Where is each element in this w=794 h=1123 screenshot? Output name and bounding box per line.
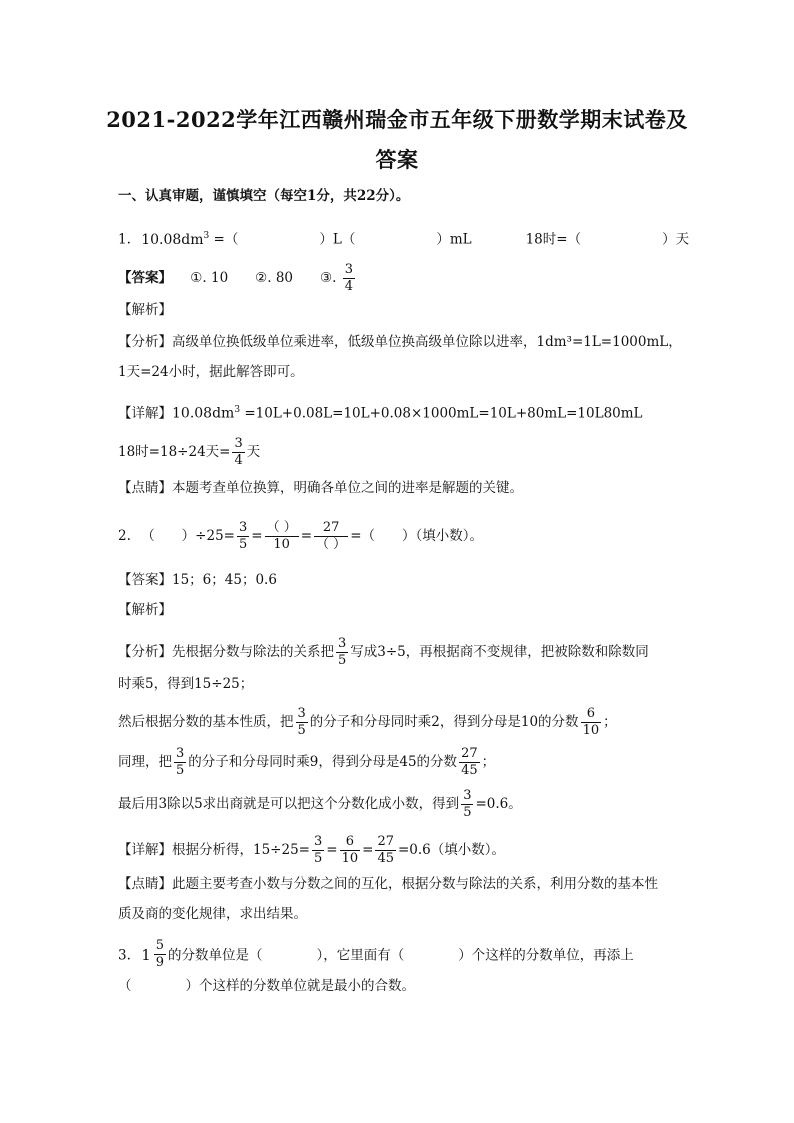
document-title-line2: 答案 <box>375 147 419 172</box>
q2-fraction-2: $\frac{( )}{10}$ <box>266 520 297 552</box>
question-number: 3. <box>118 947 131 964</box>
detail-value: 10.08dm <box>172 405 235 422</box>
q2-analysis-2: 时乘5，得到15÷25； <box>118 676 254 692</box>
fraction: $\frac{27}{45}$ <box>461 746 478 778</box>
mixed-number: 1 $\frac{5}{9}$ <box>141 938 165 970</box>
equals-sign: = <box>300 528 313 544</box>
document-title-line1: 2021-2022学年江西赣州瑞金市五年级下册数学期末试卷及 <box>106 107 688 132</box>
fraction: $\frac{27}{45}$ <box>377 834 394 866</box>
fraction: $\frac{3}{5}$ <box>338 636 347 668</box>
q1-jiexi: 【解析】 <box>118 302 172 318</box>
q2-analysis-5: 最后用3除以5求出商就是可以把这个分数化成小数，得到 $\frac{3}{5}$ =0.6。 <box>118 788 522 820</box>
q2-dianjing-2: 质及商的变化规律，求出结果。 <box>118 906 307 922</box>
detail-2-fraction: $\frac{3}{4}$ <box>234 436 243 468</box>
equals-sign: = <box>251 528 263 544</box>
fraction: $\frac{3}{5}$ <box>176 746 185 778</box>
section-heading: 一、认真审题，谨慎填空（每空1分，共22分）。 <box>118 188 410 204</box>
q2-fraction-3: $\frac{27}{( )}$ <box>316 520 347 552</box>
question-number: 2. <box>118 528 131 544</box>
q2-analysis-4: 同理，把 $\frac{3}{5}$ 的分子和分母同时乘9，得到分母是45的分数 $\frac{27}{45}$ ； <box>118 746 496 778</box>
question-1 <box>118 226 689 250</box>
q1-detail <box>118 400 643 424</box>
answer-text: ①. 10 ②. 80 ③. <box>190 270 337 286</box>
detail-exponent: 3 <box>234 405 241 415</box>
q2-dianjing-1: 【点睛】此题主要考查小数与分数之间的互化，根据分数与除法的关系，利用分数的基本性 <box>118 876 658 892</box>
q1-answer <box>118 262 357 295</box>
answer-fraction: $\frac{3}{4}$ <box>344 262 353 294</box>
expression-exponent: 3 <box>203 231 210 241</box>
detail-label: 【详解】 <box>118 405 172 422</box>
q2-prefix: （ ）÷25= <box>141 528 235 544</box>
q3-text-2: （ ）个这样的分数单位就是最小的合数。 <box>118 978 415 994</box>
fraction: $\frac{3}{5}$ <box>463 788 472 820</box>
q1-analysis-1: 【分析】高级单位换低级单位乘进率，低级单位换高级单位除以进率，1dm³=1L=1000mL， <box>118 334 682 350</box>
q2-answer: 【答案】15；6；45；0.6 <box>118 572 277 588</box>
q2-fraction-1: $\frac{3}{5}$ <box>239 520 248 552</box>
q2-jiexi: 【解析】 <box>118 602 172 618</box>
detail-calculation: =10L+0.08L=10L+0.08×1000mL=10L+80mL=10L80mL <box>240 405 643 422</box>
detail-2-unit: 天 <box>246 444 261 460</box>
expression-blanks: =（ ）L（ ）mL 18时=（ ）天 <box>209 231 690 248</box>
q2-detail: 【详解】根据分析得，15÷25= $\frac{3}{5}$ = $\frac{6}{10}$ = $\frac{27}{45}$ =0.6（填小数）。 <box>118 834 506 866</box>
question-3 <box>118 938 634 971</box>
expression-value: 10.08dm <box>141 231 204 248</box>
q2-analysis-1: 【分析】先根据分数与除法的关系把 $\frac{3}{5}$ 写成3÷5，再根据商不变规律，把被除数和除数同 <box>118 636 649 668</box>
detail-2-text: 18时=18÷24天= <box>118 444 231 460</box>
q1-detail-2 <box>118 436 260 469</box>
answer-label: 【答案】 <box>118 270 172 286</box>
fraction: $\frac{6}{10}$ <box>341 834 359 866</box>
fraction: $\frac{3}{5}$ <box>313 834 323 866</box>
q2-suffix: =（ ）（填小数）。 <box>350 528 483 544</box>
q1-dianjing: 【点睛】本题考查单位换算，明确各单位之间的进率是解题的关键。 <box>118 480 523 496</box>
question-2 <box>118 520 483 553</box>
question-number: 1. <box>118 231 131 248</box>
q2-analysis-3: 然后根据分数的基本性质，把 $\frac{3}{5}$ 的分子和分母同时乘2，得到分母是10的分数 $\frac{6}{10}$ ； <box>118 706 617 738</box>
q3-text-1: 的分数单位是（ ），它里面有（ ）个这样的分数单位，再添上 <box>168 947 634 964</box>
fraction: $\frac{3}{5}$ <box>297 706 306 738</box>
q1-analysis-2: 1天=24小时，据此解答即可。 <box>118 364 304 380</box>
fraction: $\frac{6}{10}$ <box>582 706 600 738</box>
